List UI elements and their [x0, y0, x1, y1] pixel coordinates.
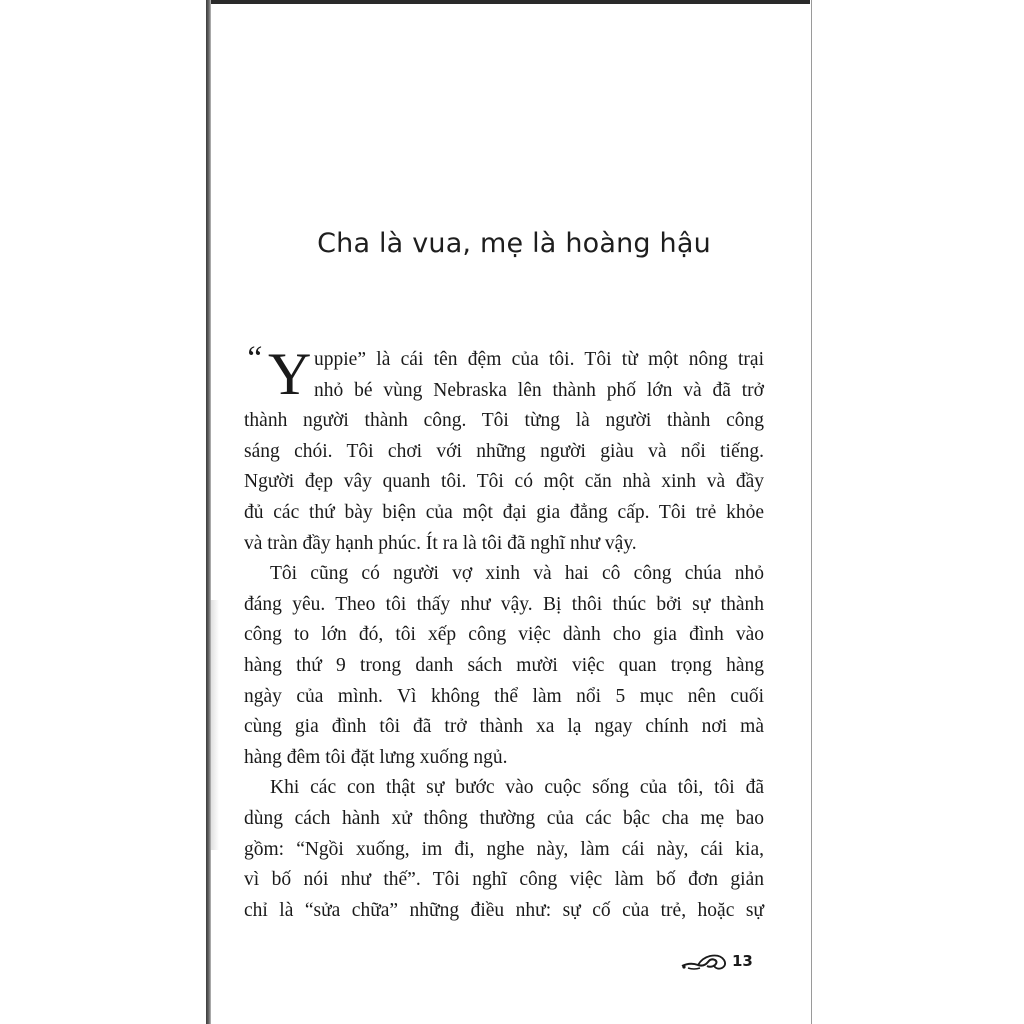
- binding-shadow: [211, 600, 219, 850]
- text-line: hàng đêm tôi đặt lưng xuống ngủ.: [244, 746, 508, 768]
- chapter-title: Cha là vua, mẹ là hoàng hậu: [317, 228, 711, 259]
- text-line: gồm: “Ngồi xuống, im đi, nghe này, làm cái này, cái kia,: [244, 838, 764, 860]
- text-line: hàng thứ 9 trong danh sách mười việc quan trọng hàng: [244, 654, 764, 676]
- paragraph-3: [244, 773, 764, 926]
- body-text: [244, 340, 764, 926]
- text-line: Khi các con thật sự bước vào cuộc sống của tôi, tôi đã: [270, 777, 764, 799]
- flourish-ornament-icon: [680, 950, 734, 972]
- text-line: nhỏ bé vùng Nebraska lên thành phố lớn và đã trở: [314, 379, 764, 401]
- text-line: đáng yêu. Theo tôi thấy như vậy. Bị thôi thúc bởi sự thành: [244, 593, 764, 615]
- text-line: Người đẹp vây quanh tôi. Tôi có một căn nhà xinh và đầy: [244, 471, 764, 493]
- text-line: vì bố nói như thế”. Tôi nghĩ công việc làm bố đơn giản: [244, 869, 764, 891]
- page-right-edge: [811, 0, 812, 1024]
- paragraph-2: [244, 559, 764, 773]
- text-line: sáng chói. Tôi chơi với những người giàu và nổi tiếng.: [244, 440, 764, 462]
- binding-edge: [206, 0, 211, 1024]
- text-line: chỉ là “sửa chữa” những điều như: sự cố của trẻ, hoặc sự: [244, 899, 764, 921]
- text-line: thành người thành công. Tôi từng là người thành công: [244, 410, 764, 432]
- drop-cap-quote: “: [244, 340, 263, 377]
- text-line: uppie” là cái tên đệm của tôi. Tôi từ một nông trại: [314, 349, 764, 370]
- text-line: công to lớn đó, tôi xếp công việc dành cho gia đình vào: [244, 624, 764, 646]
- drop-cap-letter: Y: [268, 341, 312, 407]
- page-number: 13: [732, 952, 753, 970]
- text-line: dùng cách hành xử thông thường của các bậc cha mẹ bao: [244, 807, 764, 829]
- text-line: và tràn đầy hạnh phúc. Ít ra là tôi đã nghĩ như vậy.: [244, 532, 637, 554]
- page-footer: [680, 950, 770, 974]
- top-edge-rule: [210, 0, 810, 4]
- text-line: ngày của mình. Vì không thể làm nổi 5 mục nên cuối: [244, 685, 764, 707]
- paragraph-1: [244, 340, 764, 559]
- text-line: cùng gia đình tôi đã trở thành xa lạ ngay chính nơi mà: [244, 716, 764, 738]
- text-line: Tôi cũng có người vợ xinh và hai cô công chúa nhỏ: [270, 563, 764, 585]
- text-line: đủ các thứ bày biện của một đại gia đẳng cấp. Tôi trẻ khỏe: [244, 501, 764, 523]
